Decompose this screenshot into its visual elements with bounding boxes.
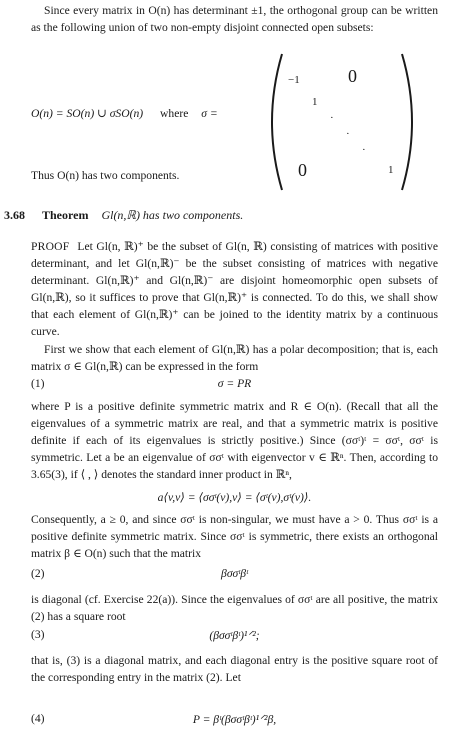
proof-text-6: that is, (3) is a diagonal matrix, and each diagonal entry is the positive square root of the corresponding entry in the matrix (2). Let: [31, 654, 438, 684]
proof-paragraph-5: [31, 591, 438, 625]
matrix-entry-bottom-left: 0: [298, 160, 307, 180]
equation-1: [31, 377, 438, 397]
intro-paragraph: [31, 2, 438, 36]
matrix-dot-3: ·: [362, 144, 366, 156]
theorem-word: Theorem: [42, 208, 89, 222]
equation-2-number: (2): [31, 567, 45, 580]
matrix-entry-diag-one: 1: [312, 96, 318, 108]
proof-text-5: is diagonal (cf. Exercise 22(a)). Since the eigenvalues of σσᵗ are all positive, the matrix (2) has a square root: [31, 593, 438, 623]
equation-inner-product-body: a⟨v,v⟩ = ⟨σσᵗ(v),v⟩ = ⟨σᵗ(v),σᵗ(v)⟩.: [157, 491, 312, 504]
equation-2: [31, 567, 438, 587]
where-word: where: [160, 107, 189, 120]
intro-text: Since every matrix in O(n) has determinant ±1, the orthogonal group can be written as the following union of two non-empty disjoint connected open subsets:: [31, 4, 438, 34]
proof-text-3: where P is a positive definite symmetric matrix and R ∈ O(n). (Recall that all the eigenvalues of a symmetric matrix are real, and that a symmetric matrix is positive definite if each of its eigenvalues is strictly positive.) Since (σσᵗ)ᵗ = σσᵗ, σσᵗ is symmetric. Let a be an eigenvalue of σσᵗ with eigenvector v ∈ ℝⁿ. Then, according to 3.65(3), if ⟨ , ⟩ denotes the standard inner product in ℝⁿ,: [31, 400, 438, 481]
equation-inner-product: [31, 490, 438, 510]
equation-1-number: (1): [31, 377, 45, 390]
equation-1-body: σ = PR: [217, 377, 252, 390]
equation-4-body: P = βᵗ(βσσᵗβᵗ)¹ᐟ²β,: [192, 713, 277, 726]
equation-2-body: βσσᵗβᵗ: [221, 567, 248, 580]
matrix-entry-top-right: 0: [348, 66, 357, 86]
proof-text-1: Let Gl(n, ℝ)⁺ be the subset of Gl(n, ℝ) consisting of matrices with positive determinant, and let Gl(n,ℝ)⁻ be the subset consisting of matrices with negative determinant. Gl(n,ℝ)⁺ and Gl(n,ℝ)⁻ are disjoint homeomorphic open subsets of Gl(n,ℝ), so it suffices to prove that Gl(n,ℝ)⁺ is connected. To do this, we shall show that each element of Gl(n,ℝ)⁺ can be joined to the identity matrix by a continuous curve.: [31, 240, 438, 338]
matrix-dot-2: ·: [346, 128, 350, 140]
components-text: Thus O(n) has two components.: [31, 169, 180, 182]
proof-paragraph-6: [31, 652, 438, 686]
proof-text-4: Consequently, a ≥ 0, and since σσᵗ is non-singular, we must have a > 0. Thus σσᵗ is a positive definite symmetric matrix. Since σσᵗ is symmetric, there exists an orthogonal matrix β ∈ O(n) such that the matrix: [31, 513, 438, 560]
equation-3-number: (3): [31, 628, 45, 641]
proof-paragraph-1: [31, 238, 438, 340]
proof-paragraph-2: [31, 341, 438, 375]
proof-paragraph-4: [31, 511, 438, 562]
theorem-heading: [4, 208, 444, 223]
union-expression: O(n) = SO(n) ∪ σSO(n): [31, 107, 144, 120]
union-formula: [31, 106, 271, 120]
theorem-statement: Gl(n,ℝ) has two components.: [101, 208, 244, 222]
proof-paragraph-3: [31, 398, 438, 483]
proof-label: PROOF: [31, 240, 70, 253]
equation-4-number: (4): [31, 712, 45, 725]
theorem-number: 3.68: [4, 208, 25, 222]
equation-4: [31, 712, 438, 732]
equation-3-body: (βσσᵗβᵗ)¹ᐟ²;: [209, 629, 260, 642]
matrix-entry-bottom-right: 1: [388, 164, 394, 176]
matrix-dot-1: ·: [330, 112, 334, 124]
components-line: [31, 167, 438, 184]
proof-text-2: First we show that each element of Gl(n,ℝ) has a polar decomposition; that is, each matrix σ ∈ Gl(n,ℝ) can be expressed in the form: [31, 343, 438, 373]
sigma-equals: σ =: [201, 107, 218, 120]
matrix-entry-top-left: −1: [288, 74, 300, 86]
equation-3: [31, 628, 438, 648]
